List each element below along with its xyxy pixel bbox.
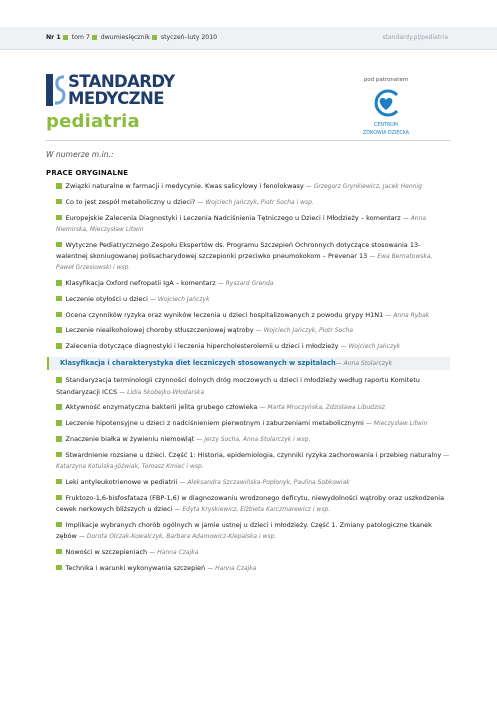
- patronage-org-line-2: ZDROWIA DZIECKA: [362, 130, 410, 136]
- article-authors: — Aleksandra Szczawińska-Popłonyk, Paulina Sobkowiak: [179, 478, 350, 486]
- article-title: Stwardnienie rozsiane u dzieci. Część 1: Historia, epidemiologia, czynniki ryzyka zachorowania i przebieg naturalny: [65, 450, 442, 459]
- article-title: Standaryzacja terminologii czynności dolnych dróg moczowych u dzieci i młodzieży według raportu Komitetu Standaryzacji ICCS: [56, 376, 420, 396]
- article-title: Wytyczne Pediatrycznego Zespołu Ekspertów ds. Programu Szczepień Ochronnych dotyczące stosowania 13-walentnej skoniugowanej polisacharydowej szczepionki przeciwko pneumokokom – Prevenar 13: [56, 240, 421, 260]
- header-divider: [46, 140, 450, 141]
- journal-title: pediatria: [46, 111, 140, 132]
- issue-info: [46, 34, 217, 41]
- list-item: [56, 418, 450, 429]
- article-authors: — Wojciech Jańczyk: [340, 343, 401, 351]
- article-title: Technika i warunki wykonywania szczepień: [65, 563, 206, 572]
- article-authors: — Edyta Kryskiewicz, Elżbieta Karczmarewicz i wsp.: [174, 506, 331, 514]
- patronage-org-line-1: CENTRUM: [374, 123, 398, 128]
- article-authors: — Marta Mroczyńska, Zdzisława Libudzisz: [259, 404, 386, 412]
- article-title: Ocena czynników ryzyka oraz wyników leczenia u dzieci hospitalizowanych z powodu grypy H1N1: [65, 310, 384, 319]
- list-item: [56, 341, 450, 352]
- bullet-square-icon: [56, 404, 62, 410]
- list-item: [56, 450, 450, 473]
- bullet-square-icon: [56, 452, 62, 458]
- article-title: Leki antyleukotrienowe w pediatrii: [65, 477, 178, 486]
- article-title: Nowości w szczepieniach: [65, 547, 148, 556]
- bullet-square-icon: [56, 327, 62, 333]
- bullet-square-icon: [56, 312, 62, 318]
- article-authors: — Ryszard Grenda: [217, 280, 274, 288]
- list-item: [56, 563, 450, 574]
- bullet-square-icon: [56, 242, 62, 248]
- brand-line-1: STANDARDY: [68, 72, 175, 91]
- section-heading: PRACE ORYGINALNE: [46, 169, 129, 177]
- bullet-square-icon: [56, 522, 62, 528]
- article-authors: — Wojciech Jańczyk, Piotr Socha: [255, 327, 353, 335]
- brand-line-2: MEDYCZNE: [68, 89, 164, 108]
- bullet-square-icon: [56, 479, 62, 485]
- list-item: [56, 477, 450, 488]
- article-title: Europejskie Zalecenia Diagnostyki i Leczenia Nadciśnienia Tętniczego u Dzieci i Młodzieży – komentarz: [65, 213, 401, 222]
- article-title: Co to jest zespół metaboliczny u dzieci?: [65, 197, 196, 206]
- bullet-square-icon: [56, 436, 62, 442]
- article-authors: — Katarzyna Kotulska-Jóźwiak, Tomasz Kmieć i wsp.: [56, 451, 450, 471]
- bullet-square-icon: [56, 280, 62, 286]
- separator-square-icon: [92, 35, 97, 40]
- publisher-logo: [46, 72, 206, 112]
- article-title: Znaczenie białka w żywieniu niemowląt: [65, 435, 195, 444]
- list-item: [56, 493, 450, 516]
- bullet-square-icon: [56, 215, 62, 221]
- site-link[interactable]: standardy.pl/pediatria: [382, 34, 448, 41]
- article-title: Leczenie otyłości u dzieci: [65, 294, 148, 303]
- bullet-square-icon: [56, 183, 62, 189]
- article-authors: — Hanna Czajka: [207, 564, 257, 572]
- article-authors: — Wojciech Jańczyk: [150, 295, 210, 303]
- article-authors: — Grzegorz Grynkiewicz, Jacek Hennig: [305, 183, 422, 190]
- bullet-square-icon: [56, 495, 62, 501]
- bullet-square-icon: [56, 420, 62, 426]
- bullet-square-icon: [56, 565, 62, 571]
- patronage-block: [356, 77, 416, 137]
- article-title: Klasyfikacja Oxford nefropatii IgA – komentarz: [65, 279, 216, 288]
- heart-logo-icon: [370, 89, 402, 117]
- highlighted-article: [47, 357, 450, 370]
- article-title: Związki naturalne w farmacji i medycynie. Kwas salicylowy i fenolokwasy: [65, 182, 304, 190]
- article-title: Klasyfikacja i charakterystyka diet leczniczych stosowanych w szpitalach: [60, 359, 336, 368]
- list-item: [56, 547, 450, 558]
- separator-square-icon: [152, 35, 157, 40]
- article-title: Leczenie hipotensyjne u dzieci z nadciśnieniem pierwotnym i zaburzeniami metabolicznymi: [65, 419, 364, 428]
- issue-frequency: dwumiesięcznik: [100, 34, 150, 41]
- article-authors: — Jerzy Socha, Anna Stolarczyk i wsp.: [196, 436, 311, 444]
- list-item: [56, 213, 450, 236]
- list-item: [56, 240, 450, 274]
- bullet-square-icon: [56, 343, 62, 349]
- issue-bar: [0, 27, 497, 50]
- list-item: [56, 325, 450, 336]
- article-authors: — Mieczysław Litwin: [365, 420, 428, 428]
- issue-number: Nr 1: [46, 34, 61, 41]
- article-authors: — Anna Rybak: [385, 311, 430, 319]
- list-item: [56, 520, 450, 543]
- bullet-square-icon: [56, 549, 62, 555]
- list-item: [56, 181, 450, 192]
- separator-square-icon: [63, 35, 68, 40]
- publisher-logo-icon: [46, 74, 66, 106]
- list-item: [56, 294, 450, 305]
- article-authors: — Ewa Bernatowska, Paweł Grzesiowski i wsp.: [56, 252, 433, 272]
- article-title: Leczenie niealkoholowej choroby stłuszczeniowej wątroby: [65, 326, 254, 335]
- bullet-square-icon: [56, 199, 62, 205]
- article-title: Zalecenia dotyczące diagnostyki i leczenia hipercholesterolemii u dzieci i młodzieży: [65, 342, 339, 351]
- article-authors: — Hanna Czajka: [149, 548, 199, 556]
- bullet-square-icon: [56, 377, 62, 383]
- article-authors: — Anna Niemirska, Mieczysław Litwin: [56, 214, 427, 233]
- list-item: [56, 197, 450, 208]
- article-authors: — Anna Stolarczyk: [335, 360, 393, 368]
- list-item: [56, 278, 450, 289]
- list-item: [56, 434, 450, 445]
- article-authors: — Wojciech Jańczyk, Piotr Socha i wsp.: [197, 198, 314, 206]
- article-authors: — Dorota Olczak-Kowalczyk, Barbara Adamowicz-Klepalska i wsp.: [78, 533, 277, 541]
- article-title: Implikacje wybranych chorób ogólnych w jamie ustnej u dzieci i młodzieży. Część 1. Zmiany patologiczne tkanek zębów: [56, 520, 432, 541]
- list-item: [56, 310, 450, 321]
- article-title: Fruktozo-1,6-bisfosfataza (FBP-1,6) w diagnozowaniu wrodzonego deficytu, niewydolności wątroby oraz uszkodzenia cewek nerkowych bliższych u dzieci: [56, 493, 445, 514]
- list-item: [56, 402, 450, 413]
- issue-volume: tom 7: [71, 34, 90, 41]
- article-authors: — Lidia Skobejko-Włodarska: [119, 388, 205, 396]
- patronage-label: pod patronatem: [363, 77, 409, 83]
- list-item: [56, 375, 450, 398]
- article-title: Aktywność enzymatyczna bakterii jelita grubego człowieka: [65, 403, 258, 412]
- issue-period: styczeń–luty 2010: [160, 34, 218, 41]
- contents-list: [56, 181, 450, 579]
- bullet-square-icon: [56, 296, 62, 302]
- contents-intro: W numerze m.in.:: [46, 150, 114, 159]
